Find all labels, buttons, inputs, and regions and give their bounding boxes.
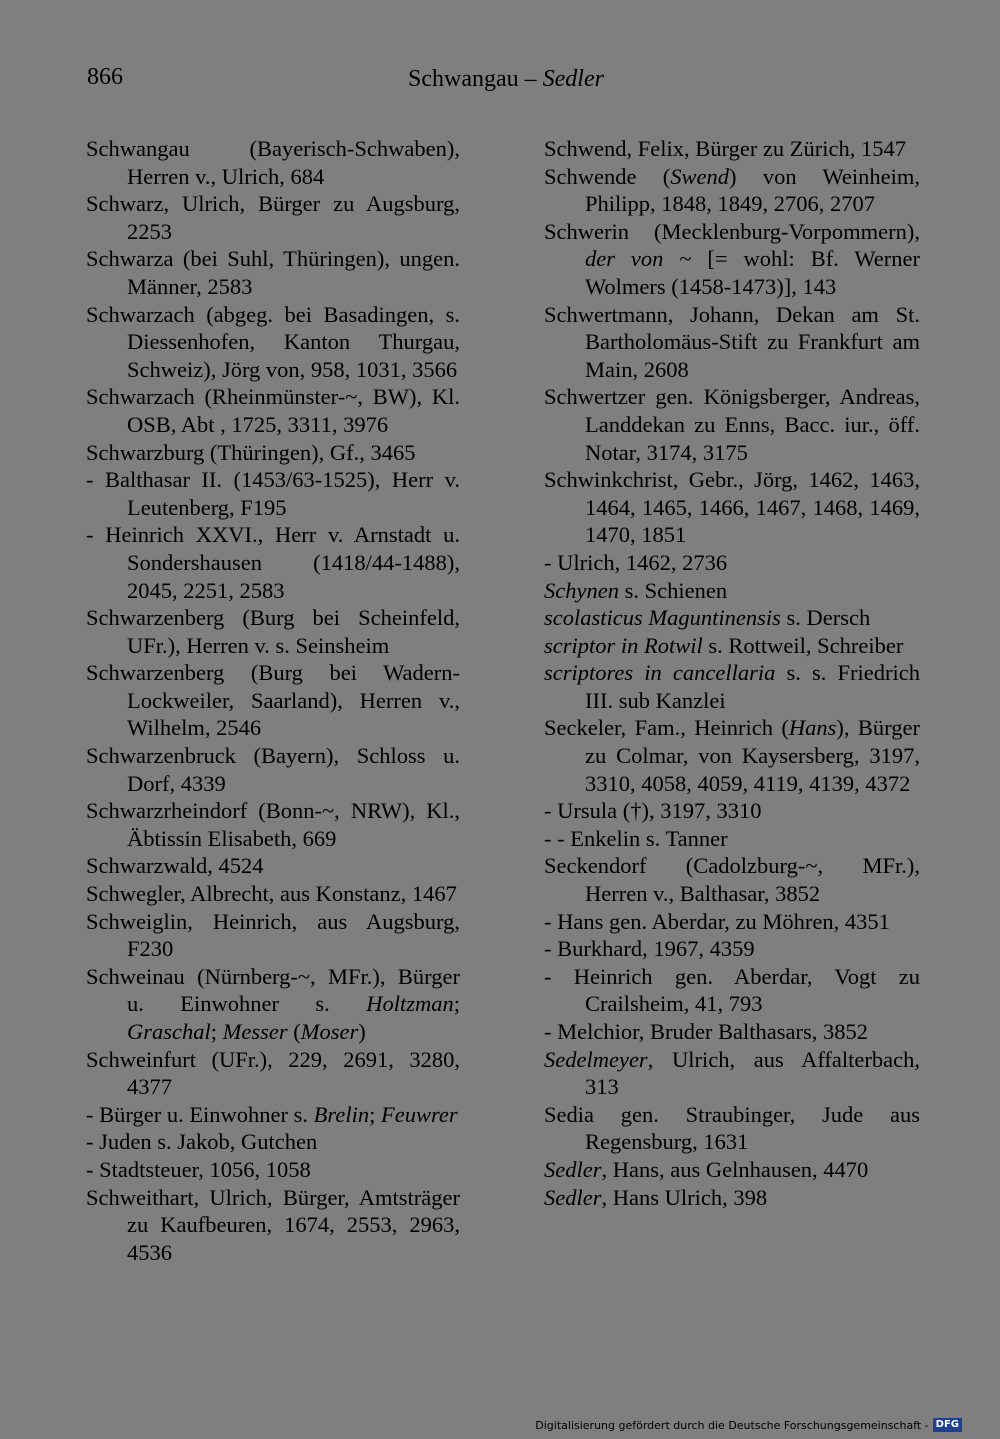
index-entry <box>544 963 920 1018</box>
entry-segment: Schwegler, Albrecht, aus Konstanz, 1467 <box>86 881 457 907</box>
index-entry <box>544 466 920 549</box>
index-entry <box>544 714 920 797</box>
index-entry <box>86 301 460 384</box>
index-entry <box>544 163 920 218</box>
entry-segment: Schwerin (Mecklenburg-Vorpommern), <box>544 218 920 244</box>
entry-segment: - Juden s. Jakob, Gutchen <box>86 1129 318 1155</box>
entry-segment: , Ulrich, aus Affalterbach, 313 <box>585 1046 920 1100</box>
index-entry <box>544 301 920 384</box>
index-entry <box>544 383 920 466</box>
index-entry <box>544 218 920 301</box>
entry-segment: - Heinrich gen. Aberdar, Vogt zu Crailsheim, 41, 793 <box>544 963 920 1017</box>
index-entry <box>86 439 460 467</box>
entry-segment: Schweinau (Nürnberg-~, MFr.), Bürger u. Einwohner s. <box>86 963 460 1017</box>
entry-italic-segment: Sedler <box>544 1156 602 1182</box>
index-entry <box>86 1184 460 1267</box>
index-entry <box>544 1046 920 1101</box>
entry-segment: , Hans, aus Gelnhausen, 4470 <box>601 1156 869 1182</box>
entry-segment: ), Bürger zu Colmar, von Kaysersberg, 3197, 3310, 4058, 4059, 4119, 4139, 4372 <box>585 715 920 796</box>
footer-text: Digitalisierung gefördert durch die Deutsche Forschungsgemeinschaft - <box>535 1418 929 1432</box>
right-column <box>544 135 920 1211</box>
index-entry <box>86 908 460 963</box>
entry-segment: Schwangau (Bayerisch-Schwaben), Herren v., Ulrich, 684 <box>86 136 460 189</box>
entry-segment: s. Rottweil, Schreiber <box>702 632 904 658</box>
entry-segment: ~ [= wohl: Bf. Werner Wolmers (1458-1473)], 143 <box>585 246 920 299</box>
index-entry <box>86 604 460 659</box>
entry-italic-segment: der von <box>585 246 664 272</box>
entry-segment: Schwertzer gen. Königsberger, Andreas, Landdekan zu Enns, Bacc. iur., öff. Notar, 3174, 3175 <box>544 384 920 465</box>
entry-italic-segment: Messer <box>222 1019 288 1044</box>
index-entry <box>86 880 460 908</box>
entry-segment: - Balthasar II. (1453/63-1525), Herr v. Leutenberg, F195 <box>86 467 460 520</box>
entry-segment: Seckeler, Fam., Heinrich ( <box>544 715 789 741</box>
entry-segment: - Burkhard, 1967, 4359 <box>544 936 755 962</box>
index-entry <box>86 1101 460 1129</box>
entry-segment: Schwarzwald, 4524 <box>86 853 264 879</box>
entry-segment: s. Dersch <box>780 605 871 631</box>
index-entry <box>544 604 920 632</box>
entry-segment: - - Enkelin s. Tanner <box>544 825 728 851</box>
entry-italic-segment: Hans <box>788 715 837 741</box>
index-entry <box>86 521 460 604</box>
index-entry <box>86 1046 460 1101</box>
index-entry <box>544 825 920 853</box>
entry-italic-segment: Holtzman <box>366 991 454 1017</box>
entry-italic-segment: scriptores in cancellaria <box>544 660 776 686</box>
running-head-text: Schwangau – <box>408 66 543 92</box>
entry-segment: s. Schienen <box>618 577 728 603</box>
index-entry <box>544 852 920 907</box>
index-entry <box>86 190 460 245</box>
entry-segment: , Hans Ulrich, 398 <box>601 1184 768 1210</box>
index-entry <box>86 659 460 742</box>
entry-segment: Schwarzach (Rheinmünster-~, BW), Kl. OSB, Abt , 1725, 3311, 3976 <box>86 384 460 437</box>
running-head <box>408 66 604 93</box>
index-entry <box>86 383 460 438</box>
entry-segment: Schweithart, Ulrich, Bürger, Amtsträger zu Kaufbeuren, 1674, 2553, 2963, 4536 <box>86 1184 460 1265</box>
index-entry <box>544 659 920 714</box>
entry-italic-segment: Graschal <box>127 1019 211 1044</box>
entry-segment: Schwertmann, Johann, Dekan am St. Bartholomäus-Stift zu Frankfurt am Main, 2608 <box>544 301 920 382</box>
entry-segment: ; <box>210 1019 223 1044</box>
entry-segment: Schwarzenbruck (Bayern), Schloss u. Dorf, 4339 <box>86 743 460 796</box>
entry-segment: Schwarza (bei Suhl, Thüringen), ungen. Männer, 2583 <box>86 246 460 299</box>
entry-segment: - Heinrich XXVI., Herr v. Arnstadt u. Sondershausen (1418/44-1488), 2045, 2251, 2583 <box>86 522 460 603</box>
index-entry <box>544 908 920 936</box>
index-entry <box>86 135 460 190</box>
entry-segment: Schwende ( <box>544 163 671 189</box>
entry-italic-segment: Moser <box>300 1019 359 1044</box>
entry-segment: Schwarzrheindorf (Bonn-~, NRW), Kl., Äbtissin Elisabeth, 669 <box>86 798 460 851</box>
entry-segment: Schwinkchrist, Gebr., Jörg, 1462, 1463, 1464, 1465, 1466, 1467, 1468, 1469, 1470, 1851 <box>544 467 920 548</box>
entry-segment: - Bürger u. Einwohner s. <box>86 1101 314 1127</box>
index-entry <box>86 245 460 300</box>
entry-segment: Schwarzenberg (Burg bei Wadern-Lockweiler, Saarland), Herren v., Wilhelm, 2546 <box>86 660 460 741</box>
entry-segment: s. s. Friedrich III. sub Kanzlei <box>585 660 920 713</box>
entry-segment: Sedia gen. Straubinger, Jude aus Regensburg, 1631 <box>544 1101 920 1155</box>
entry-italic-segment: Schynen <box>544 577 619 603</box>
index-entry <box>86 466 460 521</box>
running-head-italic: Sedler <box>542 66 604 92</box>
entry-italic-segment: scolasticus Maguntinensis <box>544 605 781 631</box>
entry-segment: Schweinfurt (UFr.), 229, 2691, 3280, 4377 <box>86 1046 460 1100</box>
entry-segment: - Stadtsteuer, 1056, 1058 <box>86 1156 311 1182</box>
entry-segment: Schweiglin, Heinrich, aus Augsburg, F230 <box>86 908 460 962</box>
index-entry <box>86 963 460 1046</box>
index-entry <box>86 1156 460 1184</box>
index-entry <box>544 632 920 660</box>
index-entry <box>544 549 920 577</box>
index-entry <box>544 1101 920 1156</box>
entry-italic-segment: Feuwrer <box>380 1101 458 1127</box>
entry-segment: ( <box>287 1019 301 1044</box>
page-number: 866 <box>87 64 123 90</box>
entry-italic-segment: Brelin <box>313 1101 370 1127</box>
index-entry <box>544 135 920 163</box>
index-entry <box>544 797 920 825</box>
entry-segment: ; <box>369 1101 381 1127</box>
index-entry <box>544 1156 920 1184</box>
index-entry <box>86 852 460 880</box>
entry-italic-segment: Swend <box>670 163 730 189</box>
left-column <box>86 135 460 1266</box>
index-entry <box>544 935 920 963</box>
index-entry <box>86 797 460 852</box>
entry-segment: - Hans gen. Aberdar, zu Möhren, 4351 <box>544 908 890 934</box>
entry-segment: ; <box>453 991 460 1017</box>
entry-segment: ) von Weinheim, Philipp, 1848, 1849, 2706, 2707 <box>585 163 921 217</box>
entry-segment: - Melchior, Bruder Balthasars, 3852 <box>544 1019 869 1044</box>
dfg-logo: DFG <box>933 1418 962 1432</box>
entry-segment: Seckendorf (Cadolzburg-~, MFr.), Herren v., Balthasar, 3852 <box>544 853 920 907</box>
entry-italic-segment: scriptor in Rotwil <box>544 632 703 658</box>
entry-italic-segment: Sedelmeyer <box>544 1046 648 1072</box>
entry-segment: Schwarzach (abgeg. bei Basadingen, s. Diessenhofen, Kanton Thurgau, Schweiz), Jörg von, 958, 1031, 3566 <box>86 301 460 382</box>
index-entry <box>544 577 920 605</box>
index-entry <box>86 1128 460 1156</box>
index-entry <box>544 1018 920 1046</box>
index-entry <box>86 742 460 797</box>
entry-segment: ) <box>358 1019 366 1044</box>
entry-segment: - Ulrich, 1462, 2736 <box>544 549 728 575</box>
index-entry <box>544 1184 920 1212</box>
entry-italic-segment: Sedler <box>544 1184 602 1210</box>
entry-segment: - Ursula (†), 3197, 3310 <box>544 798 762 824</box>
entry-segment: Schwarzburg (Thüringen), Gf., 3465 <box>86 439 416 465</box>
entry-segment: Schwarzenberg (Burg bei Scheinfeld, UFr.), Herren v. s. Seinsheim <box>86 605 460 658</box>
entry-segment: Schwarz, Ulrich, Bürger zu Augsburg, 2253 <box>86 191 460 244</box>
entry-segment: Schwend, Felix, Bürger zu Zürich, 1547 <box>544 136 907 161</box>
funding-footer <box>535 1418 962 1432</box>
